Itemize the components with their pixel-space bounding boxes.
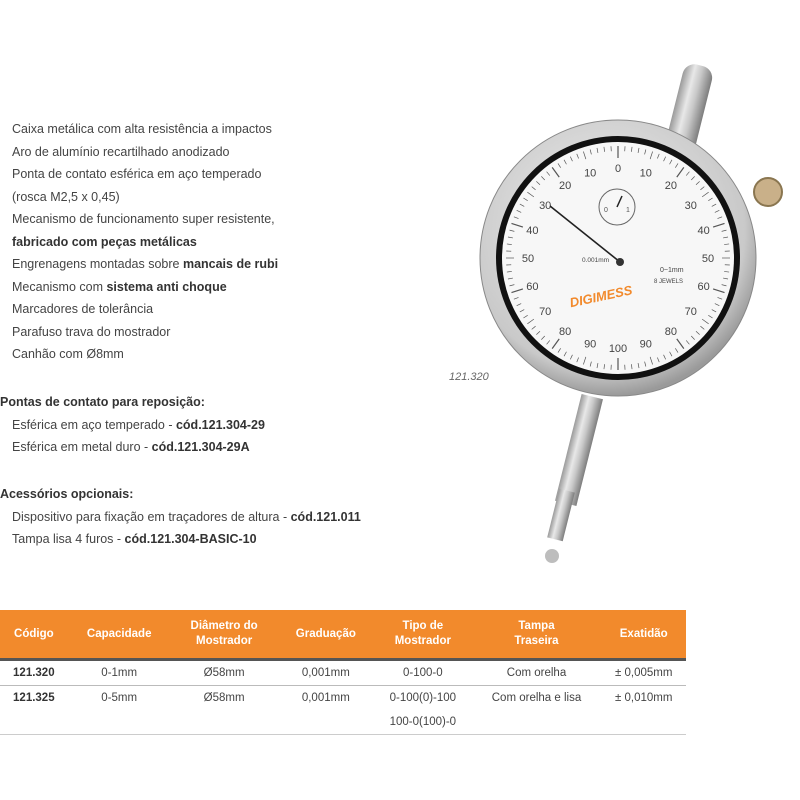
item-code: cód.121.011 (290, 509, 361, 524)
feature-text: Parafuso trava do mostrador (12, 324, 171, 339)
feature-item (0, 298, 430, 321)
table-cell: Ø58mm (203, 692, 245, 704)
accessories-item (0, 506, 361, 529)
replacement-title: Pontas de contato para reposição: (0, 395, 205, 409)
feature-item (0, 186, 430, 209)
item-code: cód.121.304-BASIC-10 (124, 532, 257, 546)
accessories-section (0, 483, 361, 551)
column-header: Tampa Traseira (472, 610, 602, 660)
table-cell (68, 710, 171, 735)
feature-text: Ponta de contato esférica em aço temperado (12, 167, 262, 181)
column-header: Capacidade (68, 610, 171, 660)
dial-number: 20 (558, 180, 572, 193)
feature-item (0, 276, 430, 299)
table-row (0, 686, 686, 711)
dial-number: 80 (558, 325, 572, 338)
dial-number: 70 (539, 305, 552, 318)
feature-text: Engrenagens montadas sobre (12, 257, 183, 271)
feature-text: (rosca M2,5 x 0,45) (12, 189, 120, 204)
column-header: Código (0, 610, 68, 660)
table-row (0, 710, 686, 735)
accessories-title: Acessórios opcionais: (0, 487, 134, 501)
accessories-item (0, 528, 361, 551)
table-cell (0, 710, 68, 735)
item-label: Esférica em metal duro - (12, 440, 152, 454)
lock-screw (754, 178, 782, 206)
column-header: Graduação (277, 610, 374, 660)
table-cell: 0-100-0 (374, 660, 471, 686)
feature-text: fabricado com peças metálicas (12, 234, 197, 249)
feature-item (0, 253, 430, 276)
dial-indicator-image (468, 60, 800, 570)
jewels-label: 8 JEWELS (654, 279, 684, 285)
item-label: Dispositivo para fixação em traçadores de altura - (12, 509, 291, 524)
table-cell (171, 710, 278, 735)
dial-face (502, 142, 734, 374)
small-dial-1: 1 (626, 207, 630, 214)
feature-item (0, 163, 430, 186)
item-label: Tampa lisa 4 furos - (12, 532, 125, 546)
table-cell: 0,001mm (301, 692, 350, 704)
dial-number: 90 (584, 338, 597, 351)
dial-number: 90 (639, 338, 652, 351)
dial-number: 100 (608, 343, 628, 355)
table-cell (472, 710, 602, 735)
table-cell: 121.320 (0, 660, 68, 686)
table-cell: 0-5mm (101, 692, 138, 704)
brand-logo: DIGIMESS (568, 282, 634, 311)
dial-number: 10 (584, 167, 597, 180)
table-cell: Com orelha (472, 660, 602, 686)
bottom-stem (555, 394, 603, 506)
column-header: Tipo de Mostrador (374, 610, 471, 660)
replacement-item (0, 414, 265, 437)
column-header: Exatidão (601, 610, 686, 660)
table-row (0, 660, 686, 686)
feature-item (0, 118, 430, 141)
table-cell (277, 710, 374, 735)
needle-hub (616, 258, 624, 266)
specs-table (0, 610, 686, 735)
feature-item (0, 208, 430, 231)
dial-number: 20 (664, 180, 678, 193)
dial-number: 40 (526, 225, 539, 238)
feature-text: Mecanismo com (12, 279, 107, 294)
contact-ball (545, 549, 559, 563)
feature-text: Canhão com Ø8mm (12, 347, 124, 361)
dial-number: 0 (614, 163, 622, 175)
dial-number: 80 (664, 325, 678, 338)
dial-number: 30 (684, 200, 697, 213)
feature-item (0, 321, 430, 344)
features-list (0, 118, 430, 366)
dial-number: 40 (697, 225, 710, 238)
feature-text: mancais de rubi (182, 257, 279, 271)
item-label: Esférica em aço temperado - (12, 417, 176, 432)
feature-text: Caixa metálica com alta resistência a impactos (12, 122, 272, 136)
dial-number: 60 (526, 280, 539, 293)
dial-number: 50 (521, 253, 535, 265)
dial-number: 50 (701, 253, 715, 265)
range-label: 0~1mm (660, 267, 684, 274)
feature-item (0, 231, 430, 254)
feature-item (0, 141, 430, 164)
table-cell: Com orelha e lisa (491, 692, 582, 704)
table-cell: ± 0,010mm (615, 692, 673, 704)
table-cell: 0,001mm (277, 660, 374, 686)
table-cell: ± 0,005mm (601, 660, 686, 686)
dial-number: 60 (697, 280, 710, 293)
dial-number: 10 (639, 167, 652, 180)
table-cell (601, 710, 686, 735)
table-cell: 0-1mm (68, 660, 171, 686)
replacement-tips-section (0, 391, 265, 459)
feature-text: sistema anti choque (106, 279, 227, 294)
dial-number: 70 (684, 305, 697, 318)
replacement-item (0, 436, 265, 459)
table-cell: 121.325 (13, 692, 55, 704)
feature-text: Marcadores de tolerância (12, 302, 154, 316)
item-code: cód.121.304-29A (151, 440, 250, 454)
resolution-label: 0.001mm (582, 257, 610, 264)
dial-number: 30 (539, 200, 552, 213)
table-cell: Ø58mm (171, 660, 278, 686)
table-cell: 0-100(0)-100 (389, 692, 457, 704)
feature-text: Aro de alumínio recartilhado anodizado (12, 144, 230, 159)
table-cell: 100-0(100)-0 (374, 710, 471, 735)
product-caption: 121.320 (449, 371, 489, 383)
small-dial-0: 0 (604, 207, 608, 214)
feature-item (0, 343, 430, 366)
item-code: cód.121.304-29 (175, 417, 265, 432)
feature-text: Mecanismo de funcionamento super resistente, (12, 212, 275, 226)
contact-tip (547, 489, 575, 541)
column-header: Diâmetro do Mostrador (171, 610, 278, 660)
